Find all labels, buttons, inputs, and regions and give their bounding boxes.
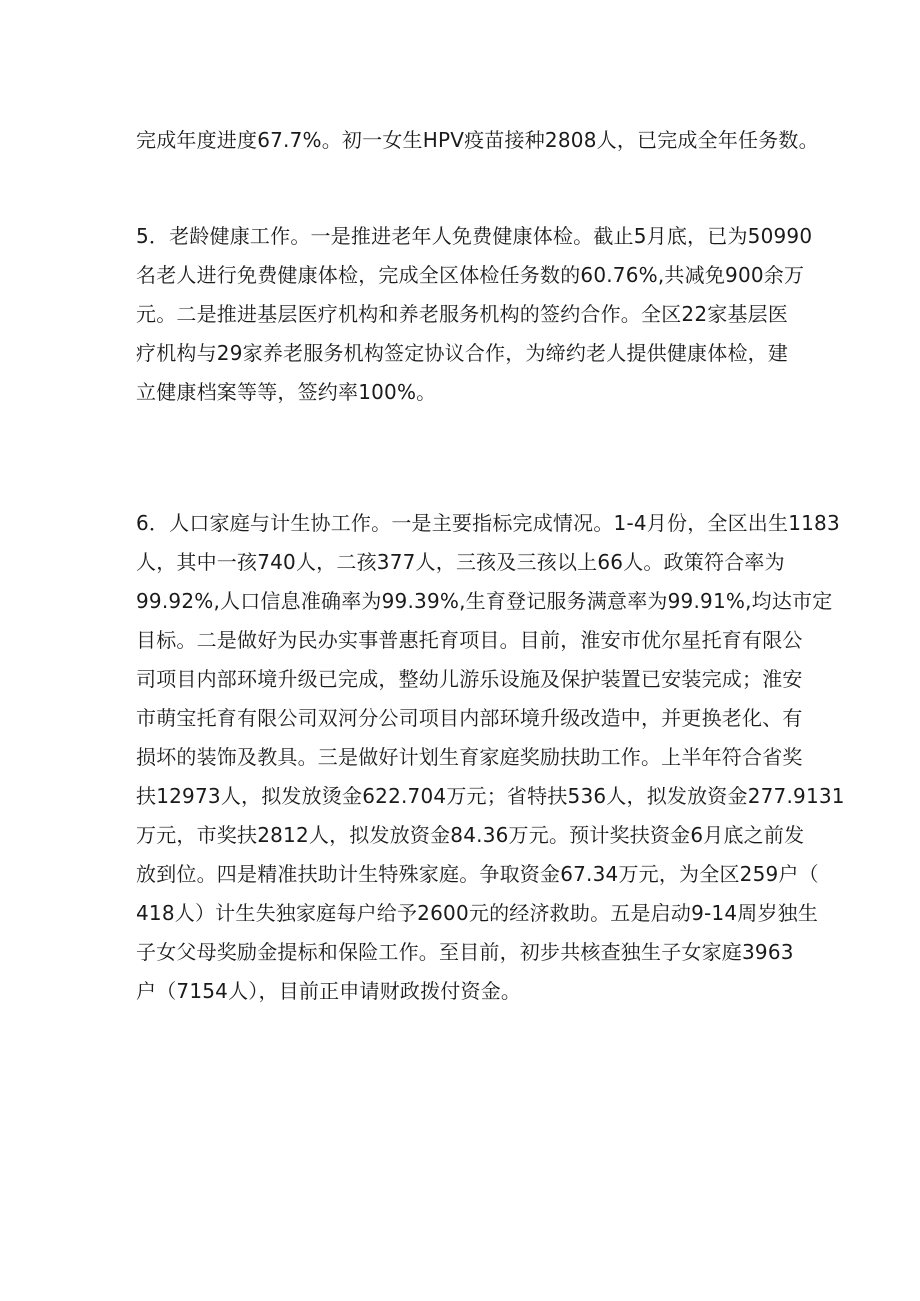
section-6-line: 子女父母奖励金提标和保险工作。至目前，初步共核查独生子女家庭3963 <box>136 940 794 964</box>
section-5-line: 立健康档案等等，签约率100%。 <box>136 380 437 404</box>
section-6-line: 放到位。四是精准扶助计生特殊家庭。争取资金67.34万元，为全区259户（ <box>136 862 819 886</box>
section-6-line: 人，其中一孩740人，二孩377人，三孩及三孩以上66人。政策符合率为 <box>136 550 785 574</box>
section-6-line: 司项目内部环境升级已完成，整幼儿游乐设施及保护装置已安装完成；淮安 <box>136 667 803 691</box>
section-6-line: 损坏的装饰及教具。三是做好计划生育家庭奖励扶助工作。上半年符合省奖 <box>136 745 803 769</box>
section-5-line: 5．老龄健康工作。一是推进老年人免费健康体检。截止5月底，已为50990 <box>136 224 813 248</box>
section-5-line: 元。二是推进基层医疗机构和养老服务机构的签约合作。全区22家基层医 <box>136 302 789 326</box>
section-6-line: 市萌宝托育有限公司双河分公司项目内部环境升级改造中，并更换老化、有 <box>136 706 803 730</box>
section-6-line: 6．人口家庭与计生协工作。一是主要指标完成情况。1-4月份，全区出生1183 <box>136 511 840 535</box>
section-5-line: 名老人进行免费健康体检，完成全区体检任务数的60.76%,共减免900余万 <box>136 263 805 287</box>
section-6-line: 户（7154人），目前正申请财政拨付资金。 <box>136 979 522 1003</box>
section-6-line: 目标。二是做好为民办实事普惠托育项目。目前，淮安市优尔星托育有限公 <box>136 628 803 652</box>
section-6-line: 扶12973人，拟发放烫金622.704万元；省特扶536人，拟发放资金277.9131 <box>136 784 845 808</box>
section-6-line: 99.92%,人口信息准确率为99.39%,生育登记服务满意率为99.91%,均达市定 <box>136 589 833 613</box>
section-5-line: 疗机构与29家养老服务机构签定协议合作，为缔约老人提供健康体检，建 <box>136 341 789 365</box>
intro-line: 完成年度进度67.7%。初一女生HPV疫苗接种2808人，已完成全年任务数。 <box>136 128 819 152</box>
section-6-line: 418人）计生失独家庭每户给予2600元的经济救助。五是启动9-14周岁独生 <box>136 901 819 925</box>
section-6-line: 万元，市奖扶2812人，拟发放资金84.36万元。预计奖扶资金6月底之前发 <box>136 823 805 847</box>
